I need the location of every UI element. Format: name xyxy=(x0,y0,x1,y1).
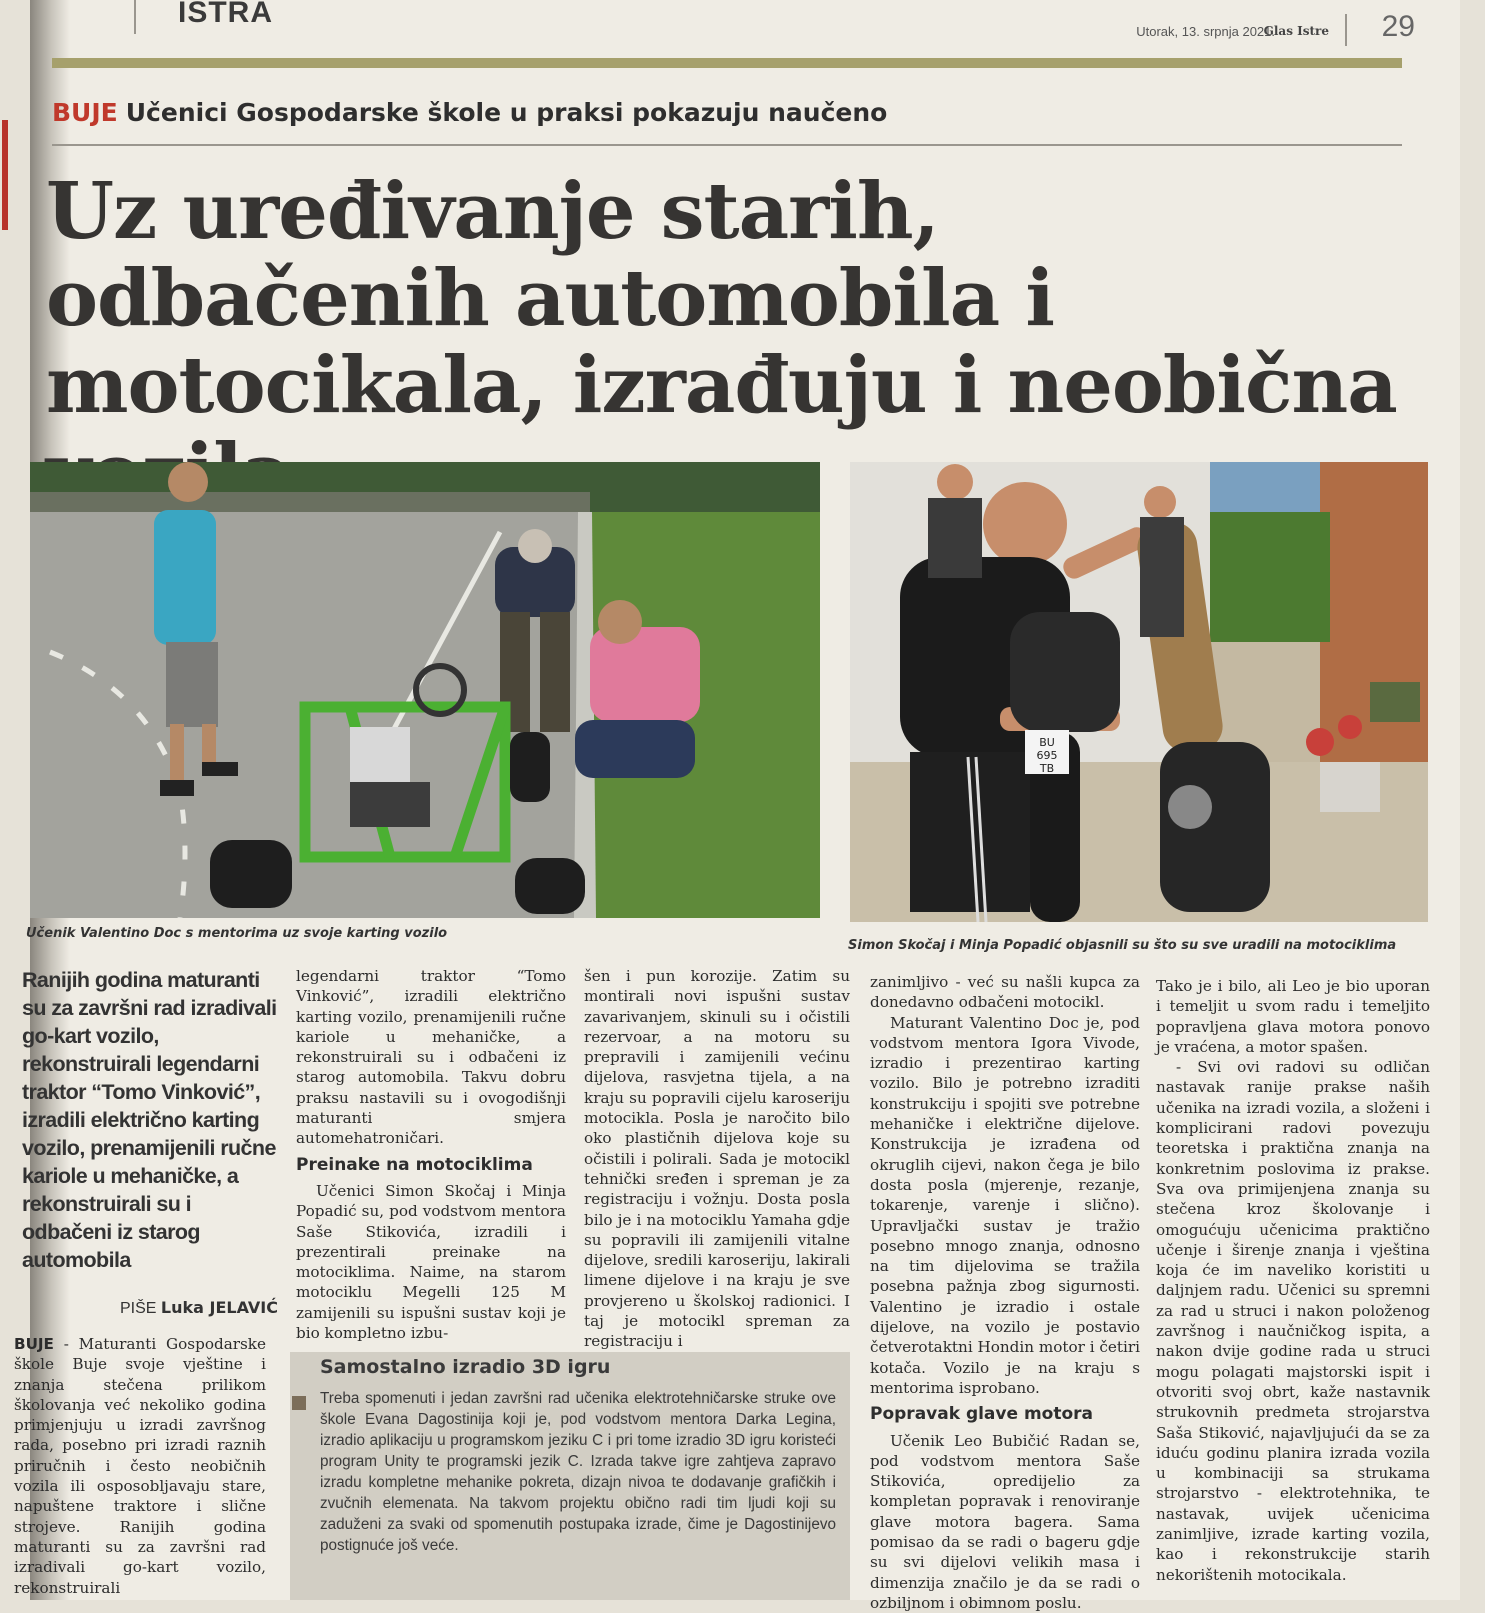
paragraph xyxy=(14,1334,266,1598)
page-number-divider xyxy=(1345,14,1347,46)
photo-motorcycles xyxy=(850,462,1428,922)
dateline-place: BUJE xyxy=(14,1335,54,1353)
photo-karting xyxy=(30,462,820,918)
article-column-3 xyxy=(584,966,850,1352)
motorcycle-photo-illustration xyxy=(850,462,1428,922)
subheading-engine-head: Popravak glave motora xyxy=(870,1404,1093,1425)
svg-text:695: 695 xyxy=(1036,749,1058,762)
kicker-place: BUJE xyxy=(52,98,118,127)
paragraph: šen i pun korozije. Zatim su montirali novi ispušni sustav zavarivanjem, skinuli su i očistili rezervoar, a na motoru su prepravili i zamijenili većinu dijelova, rasvjetna tijela, a na kraju su popravili cijelu karoseriju motocikla. Posla je naročito bilo oko plastičnih dijelova koje su očistili i polirali. Sada je motocikl tehnički sređen i spreman je za registraciju i vožnju. Dosta posla bilo je i na motociklu Yamaha gdje su popravili ili zamijenili vitalne dijelove, sredili karoseriju, lakirali limene dijelove i na kraju je sve provjereno u školskoj radionici. I taj je motocikl spreman za registraciju i xyxy=(584,967,850,1351)
paragraph: zanimljivo - već su našli kupca za donedavno odbačeni motocikl. xyxy=(870,973,1140,1012)
page-number: 29 xyxy=(1381,10,1415,43)
box-title: Samostalno izradio 3D igru xyxy=(320,1356,611,1378)
header-divider xyxy=(134,0,136,34)
author-name: Luka JELAVIĆ xyxy=(160,1298,278,1317)
caption-karting: Učenik Valentino Doc s mentorima uz svoje karting vozilo xyxy=(26,926,448,941)
kicker-text: Učenici Gospodarske škole u praksi pokazuju naučeno xyxy=(125,98,888,127)
issue-date: Utorak, 13. srpnja 2021. xyxy=(1136,24,1275,39)
paragraph: Učenici Simon Skočaj i Minja Popadić su, pod vodstvom mentora Saše Stikovića, izradili i prezentirali preinake na motociklima. Naime, na starom motociklu Megelli 125 M zamijenili su ispušni sustav koji je bio kompletno izbu- xyxy=(296,1181,566,1343)
newspaper-name: Glas Istre xyxy=(1263,24,1329,38)
svg-text:TB: TB xyxy=(1039,762,1055,775)
paragraph: Tako je i bilo, ali Leo je bio uporan i temeljit u svom radu i temeljito popravljena glava motora ponovo je vraćena, a motor spašen. xyxy=(1156,977,1430,1056)
article-column-5 xyxy=(1156,976,1430,1585)
headline: Uz uređivanje starih, odbačenih automobila i motocikala, izrađuju i neobična xyxy=(46,166,1397,431)
box-text: Treba spomenuti i jedan završni rad učenika elektrotehničarske struke ove škole Evana Dagostinija koji je, pod vodstvom mentora Darka Legina, izradio aplikaciju u programskom jeziku C i pri tome izradio 3D igru koristeći program Unity te programski jezik C. Izrada takve igre zahtjeva zapravo izradu kompletne mehanike pokreta, dizajn nivoa te dodavanje grafičkih i zvučnih elemenata. Na takvom projektu obično radi tim ljudi koji su zaduženi za svaki od spomenutih postupaka izrade, čime je Dagostinijevo postignuće još veće. xyxy=(320,1390,836,1554)
header-rule xyxy=(52,58,1402,68)
author-prefix: PIŠE xyxy=(120,1300,157,1317)
section-name: ISTRA xyxy=(178,0,273,29)
paragraph: legendarni traktor “Tomo Vinković”, izradili električno karting vozilo, prenamijenili ručne kariole u mehaničke, a rekonstruirali su i odbačeni iz starog automobila. Takvu dobru praksu nastavili su i ovogodišnji maturanti smjera automehatroničari. xyxy=(296,967,566,1148)
page-header xyxy=(110,0,1425,42)
kicker-rule xyxy=(52,144,1402,146)
subheading-motorcycles: Preinake na motociklima xyxy=(296,1154,533,1175)
paragraph-text: - Maturanti Gospodarske škole Buje svoje vještine i znanja stečena prilikom školovanja već nekoliko godina primjenjuju u izradi završnog rada, posebno pri izradi raznih priručnih i često neobičnih vozila ili osposobljavaju stare, napuštene traktore i slične strojeve. Ranijih godina maturanti su za završni rad izradivali go-kart vozilo, rekonstruirali xyxy=(14,1335,266,1597)
sidebar-box-3d-game xyxy=(290,1352,850,1600)
article-column-1 xyxy=(14,1334,266,1598)
previous-page-edge xyxy=(2,120,8,230)
paragraph: - Svi ovi radovi su odličan nastavak ranije prakse naših učenika na izradi vozila, a složeni i komplicirani radovi povezuju teoretska i praktična znanja na konkretnim poslovima iz prakse. Sva ova primijenjena znanja su stečena kroz školovanje i omogućuju učenicima praktično učenje i širenje znanja i vještina koja će im naveliko koristiti u daljnjem radu. Učenici su spremni za rad u struci i nakon položenog završnog i naučničkog ispita, a nakon dvije godine rada u struci mogu polagati majstorski ispit i otvoriti svoj obrt, kaže nastavnik strukovnih predmeta strojarstva Saša Stiković, najavljujući da se za iduću godinu planira izrada vozila u kombinaciji sa strukama strojarstvo - elektrotehnika, te nastavak, uvijek učenicima zanimljive, izrade karting vozila, kao i rekonstrukcije starih nekorištenih motocikala. xyxy=(1156,1058,1430,1584)
karting-photo-illustration xyxy=(30,462,820,918)
caption-motorcycles: Simon Skočaj i Minja Popadić objasnili su što su sve uradili na motociklima xyxy=(848,938,1397,953)
paragraph: Maturant Valentino Doc je, pod vodstvom mentora Igora Vivode, izradio i prezentirao karting vozilo. Bilo je potrebno izraditi konstrukciju i spojiti sve potrebne mehaničke i električne dijelove. Konstrukcija je izrađena od okruglih cijevi, nakon čega je bilo dosta posla (mjerenje, rezanje, tokarenje, varenje i slično). Upravljački sustav je tražio posebno mnogo znanja, odnosno na tim dijelovima se tražila posebna pažnja zbog sigurnosti. Valentino je izradio i ostale dijelove, na vozilo je postavio četverotaktni Hondin motor i četiri kotača. Vozilo je na kraju s mentorima isprobano. xyxy=(870,1013,1140,1397)
article-column-4 xyxy=(870,972,1140,1613)
author-byline xyxy=(120,1298,278,1318)
svg-text:BU: BU xyxy=(1039,736,1055,749)
article-column-2 xyxy=(296,966,566,1343)
kicker xyxy=(52,98,1402,127)
paragraph: Učenik Leo Bubičić Radan se, pod vodstvom mentora Saše Stikovića, opredijelio za kompletan popravak i renoviranje glave motora bagera. Sama pomisao da se radi o bageru gdje su svi dijelovi velikih masa i dimenzija značilo je da se radi o ozbiljnom i obimnom poslu. xyxy=(870,1431,1140,1612)
box-square-marker-icon xyxy=(292,1396,306,1410)
article-lead: Ranijih godina maturanti su za završni rad izradivali go-kart vozilo, rekonstruirali legendarni traktor “Tomo Vinković”, izradili električno karting vozilo, prenamijenili ručne kariole u mehaničke, a rekonstruirali su i odbačeni iz starog automobila xyxy=(22,968,277,1272)
